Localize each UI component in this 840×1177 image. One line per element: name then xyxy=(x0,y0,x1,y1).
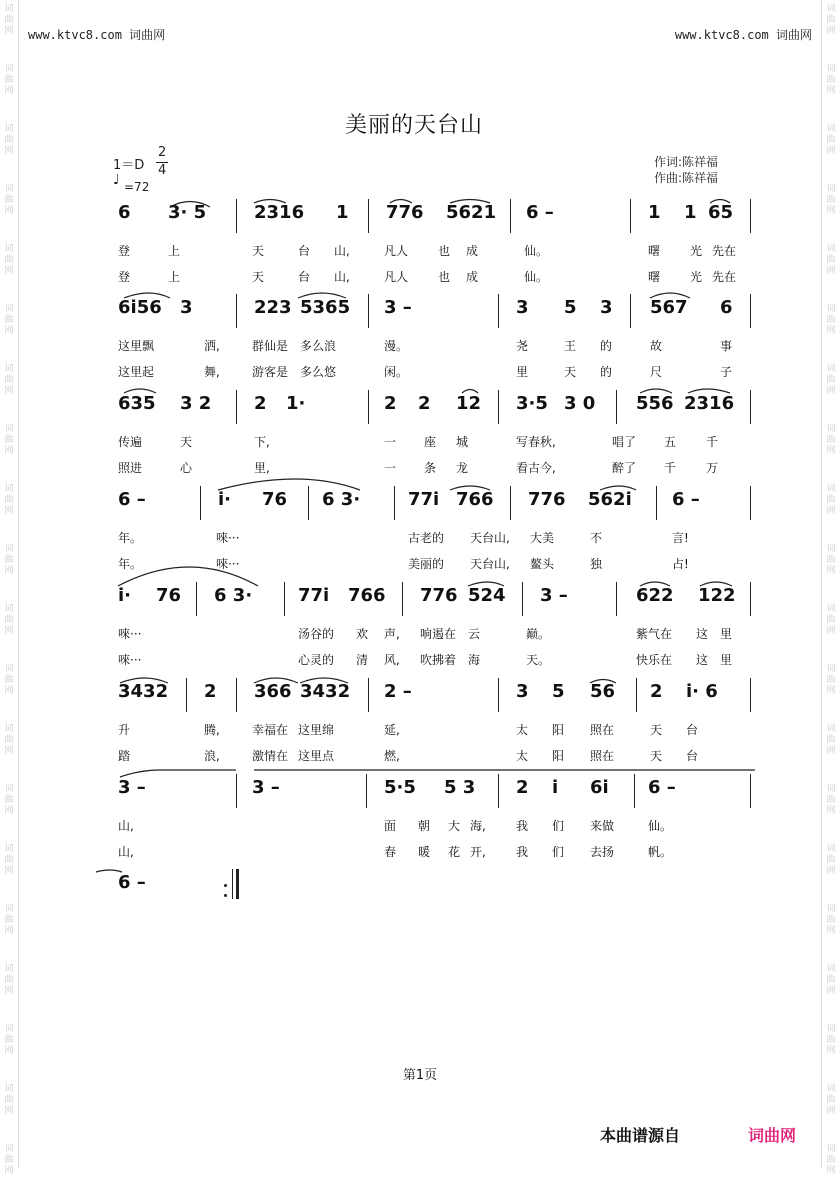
lyric-word: 天 xyxy=(252,270,265,284)
note-group: 77i xyxy=(408,489,440,510)
watermark-text: 词曲网 xyxy=(4,1144,14,1176)
lyric-word: 大美 xyxy=(530,531,555,545)
lyric-word: 言! xyxy=(672,531,689,545)
lyric-word: 唱了 xyxy=(612,435,637,449)
note-group: 3 2 xyxy=(180,393,212,414)
lyric-word: 心 xyxy=(180,461,193,475)
note-group: 3432 xyxy=(300,681,351,702)
note-group: 2316 xyxy=(254,202,305,223)
lyric-word: 先在 xyxy=(712,270,737,284)
lyric-word: 看古今, xyxy=(516,461,556,475)
watermark-text: 词曲网 xyxy=(826,844,836,876)
lyric-word: 也 xyxy=(438,270,451,284)
lyric-word: 这 xyxy=(696,653,709,667)
song-title: 美丽的天台山 xyxy=(344,113,483,138)
lyric-word: 延, xyxy=(384,723,400,737)
lyric-word: 风, xyxy=(384,653,400,667)
note-group: 6 – xyxy=(526,202,554,223)
lyric-word: 里 xyxy=(720,627,733,641)
watermark-text: 词曲网 xyxy=(826,1024,836,1056)
note-group: 6 – xyxy=(118,872,146,893)
note-group: 3 – xyxy=(384,297,412,318)
watermark-text: 词曲网 xyxy=(4,484,14,516)
source-label: 本曲谱源自 xyxy=(600,1126,681,1145)
note-group: 2 – xyxy=(384,681,412,702)
note-group: 2 xyxy=(254,393,267,414)
note-group: 776 xyxy=(420,585,458,606)
lyric-word: 们 xyxy=(552,845,565,859)
lyric-word: 光 xyxy=(690,244,703,258)
watermark-text: 词曲网 xyxy=(826,124,836,156)
note-group: 122 xyxy=(698,585,736,606)
lyric-word: 座 xyxy=(424,435,437,449)
lyric-word: 唻··· xyxy=(118,653,142,667)
time-signature-top: 2 xyxy=(158,145,167,160)
lyric-word: 清 xyxy=(356,653,369,667)
lyric-word: 阳 xyxy=(552,749,565,763)
lyric-word: 成 xyxy=(466,244,479,258)
lyric-word: 千 xyxy=(664,461,677,475)
lyric-word: 鳌头 xyxy=(530,557,555,571)
note-group: 5 3 xyxy=(444,777,476,798)
note-group: 76 xyxy=(262,489,288,510)
watermark-text: 词曲网 xyxy=(4,64,14,96)
watermark-text: 词曲网 xyxy=(826,1144,836,1176)
note-group: 5365 xyxy=(300,297,351,318)
lyric-word: 春 xyxy=(384,845,397,859)
lyric-word: 多么浪 xyxy=(300,339,337,353)
watermark-text: 词曲网 xyxy=(826,304,836,336)
note-group: 776 xyxy=(528,489,566,510)
lyric-word: 海 xyxy=(468,653,481,667)
lyric-word: 这里点 xyxy=(298,749,335,763)
watermark-text: 词曲网 xyxy=(826,664,836,696)
lyric-word: 游客是 xyxy=(252,365,289,379)
lyric-word: 们 xyxy=(552,819,565,833)
lyric-word: 里 xyxy=(720,653,733,667)
lyric-word: 城 xyxy=(456,435,469,449)
note-group: 2 xyxy=(384,393,397,414)
lyric-word: 上 xyxy=(168,244,181,258)
lyric-word: 云 xyxy=(468,627,481,641)
lyric-word: 响遏在 xyxy=(420,627,457,641)
lyric-word: 仙。 xyxy=(524,270,549,284)
note-group: 1 xyxy=(684,202,697,223)
header-site-left: www.ktvc8.com 词曲网 xyxy=(28,28,166,42)
lyric-word: 去扬 xyxy=(590,845,615,859)
lyric-word: 太 xyxy=(516,723,529,737)
note-group: 12 xyxy=(456,393,482,414)
lyric-word: 快乐在 xyxy=(636,653,673,667)
watermark-text: 词曲网 xyxy=(826,364,836,396)
lyric-word: 上 xyxy=(168,270,181,284)
note-group: i· xyxy=(118,585,132,606)
lyric-word: 传遍 xyxy=(118,435,143,449)
lyricist: 作词:陈祥福 xyxy=(654,155,719,169)
note-group: 3 xyxy=(180,297,193,318)
watermark-text: 词曲网 xyxy=(4,364,14,396)
lyric-word: 心灵的 xyxy=(298,653,335,667)
lyric-word: 照进 xyxy=(118,461,143,475)
lyric-word: 事 xyxy=(720,339,733,353)
note-group: 2 xyxy=(204,681,217,702)
lyric-word: 闲。 xyxy=(384,365,409,379)
lyric-word: 故 xyxy=(650,339,663,353)
watermark-text: 词曲网 xyxy=(826,1084,836,1116)
watermark-text: 词曲网 xyxy=(4,424,14,456)
lyric-word: 洒, xyxy=(204,339,220,353)
lyric-word: 幸福在 xyxy=(252,723,289,737)
note-group: i· 6 xyxy=(686,681,718,702)
lyric-word: 这里飘 xyxy=(118,339,155,353)
note-group: 56 xyxy=(590,681,616,702)
lyric-word: 浪, xyxy=(204,749,220,763)
lyric-word: 漫。 xyxy=(384,339,409,353)
lyric-word: 凡人 xyxy=(384,270,409,284)
lyric-word: 下, xyxy=(254,435,270,449)
lyric-word: 也 xyxy=(438,244,451,258)
note-group: 366 xyxy=(254,681,292,702)
note-group: 6i56 xyxy=(118,297,162,318)
lyric-word: 天台山, xyxy=(470,557,510,571)
note-group: 5·5 xyxy=(384,777,416,798)
note-group: 3 – xyxy=(252,777,280,798)
watermark-text: 词曲网 xyxy=(4,544,14,576)
watermark-text: 词曲网 xyxy=(4,1024,14,1056)
note-group: 5 xyxy=(552,681,565,702)
lyric-word: 天台山, xyxy=(470,531,510,545)
note-group: 65 xyxy=(708,202,734,223)
lyric-word: 醉了 xyxy=(612,461,637,475)
lyric-word: 山, xyxy=(118,819,134,833)
lyric-word: 照在 xyxy=(590,749,615,763)
watermark-text: 词曲网 xyxy=(4,724,14,756)
note-group: 5 xyxy=(564,297,577,318)
lyric-word: 里, xyxy=(254,461,270,475)
lyric-word: 面 xyxy=(384,819,397,833)
lyric-word: 帆。 xyxy=(648,845,673,859)
lyric-word: 大 xyxy=(448,819,461,833)
composer: 作曲:陈祥福 xyxy=(654,171,719,185)
lyric-word: 万 xyxy=(706,461,719,475)
lyric-word: 燃, xyxy=(384,749,400,763)
note-group: 766 xyxy=(456,489,494,510)
lyric-word: 阳 xyxy=(552,723,565,737)
note-group: 622 xyxy=(636,585,674,606)
note-group: 3 xyxy=(516,297,529,318)
note-group: 556 xyxy=(636,393,674,414)
note-group: 6 – xyxy=(648,777,676,798)
lyric-word: 曙 xyxy=(648,270,661,284)
lyric-word: 唻··· xyxy=(118,627,142,641)
lyric-word: 太 xyxy=(516,749,529,763)
note-group: 2 xyxy=(418,393,431,414)
note-group: 2 xyxy=(650,681,663,702)
lyric-word: 唻··· xyxy=(216,557,240,571)
note-group: 524 xyxy=(468,585,506,606)
lyric-word: 腾, xyxy=(204,723,220,737)
watermark-text: 词曲网 xyxy=(826,544,836,576)
lyric-word: 山, xyxy=(334,270,350,284)
lyric-word: 多么悠 xyxy=(300,365,337,379)
note-group: 6 3· xyxy=(322,489,361,510)
lyric-word: 的 xyxy=(600,339,613,353)
lyric-word: 踏 xyxy=(118,749,131,763)
lyric-word: 年。 xyxy=(118,531,143,545)
note-group: 3·5 xyxy=(516,393,548,414)
lyric-word: 年。 xyxy=(118,557,143,571)
lyric-word: 尺 xyxy=(650,365,663,379)
lyric-word: 来做 xyxy=(590,819,615,833)
lyric-word: 紫气在 xyxy=(636,627,673,641)
watermark-text: 词曲网 xyxy=(4,784,14,816)
lyric-word: 汤谷的 xyxy=(298,627,335,641)
watermark-text: 词曲网 xyxy=(826,424,836,456)
watermark-text: 词曲网 xyxy=(826,4,836,36)
lyric-word: 我 xyxy=(516,819,529,833)
note-group: i· xyxy=(218,489,232,510)
lyric-word: 山, xyxy=(118,845,134,859)
note-group: 2 xyxy=(516,777,529,798)
lyric-word: 暖 xyxy=(418,845,431,859)
note-group: 5621 xyxy=(446,202,497,223)
lyric-word: 台 xyxy=(686,749,699,763)
lyric-word: 声, xyxy=(384,627,400,641)
lyric-word: 天 xyxy=(650,749,663,763)
note-group: 1 xyxy=(336,202,349,223)
lyric-word: 里 xyxy=(516,365,529,379)
note-group: 766 xyxy=(348,585,386,606)
quarter-note-icon: ♩ xyxy=(113,172,120,188)
watermark-text: 词曲网 xyxy=(826,484,836,516)
lyric-word: 舞, xyxy=(204,365,220,379)
lyric-word: 花 xyxy=(448,845,461,859)
note-group: 3 xyxy=(516,681,529,702)
watermark-text: 词曲网 xyxy=(4,244,14,276)
lyric-word: 欢 xyxy=(356,627,369,641)
watermark-text: 词曲网 xyxy=(4,124,14,156)
note-group: 76 xyxy=(156,585,182,606)
lyric-word: 山, xyxy=(334,244,350,258)
lyric-word: 尧 xyxy=(516,339,529,353)
lyric-word: 曙 xyxy=(648,244,661,258)
lyric-word: 的 xyxy=(600,365,613,379)
lyric-word: 这 xyxy=(696,627,709,641)
watermark-text: 词曲网 xyxy=(4,904,14,936)
watermark-text: 词曲网 xyxy=(826,604,836,636)
note-group: 635 xyxy=(118,393,156,414)
lyric-word: 一 xyxy=(384,435,397,449)
source-brand[interactable]: 词曲网 xyxy=(748,1126,797,1145)
lyric-word: 不 xyxy=(590,531,603,545)
watermark-text: 词曲网 xyxy=(4,844,14,876)
lyric-word: 天。 xyxy=(526,653,551,667)
lyric-word: 千 xyxy=(706,435,719,449)
lyric-word: 子 xyxy=(720,365,733,379)
note-group: 1 xyxy=(648,202,661,223)
lyric-word: 激情在 xyxy=(252,749,289,763)
note-group: 6i xyxy=(590,777,609,798)
note-group: 6 – xyxy=(672,489,700,510)
note-group: 3 – xyxy=(540,585,568,606)
note-group: 2316 xyxy=(684,393,735,414)
note-group: 223 xyxy=(254,297,292,318)
lyric-word: 天 xyxy=(180,435,193,449)
lyric-word: 条 xyxy=(424,461,437,475)
watermark-text: 词曲网 xyxy=(4,4,14,36)
lyric-word: 唻··· xyxy=(216,531,240,545)
lyric-word: 群仙是 xyxy=(252,339,289,353)
lyric-word: 开, xyxy=(470,845,486,859)
tempo: =72 xyxy=(124,180,150,194)
lyric-word: 写春秋, xyxy=(516,435,556,449)
watermark-text: 词曲网 xyxy=(826,904,836,936)
watermark-text: 词曲网 xyxy=(826,724,836,756)
note-group: 3432 xyxy=(118,681,169,702)
lyric-word: 巅。 xyxy=(526,627,551,641)
lyric-word: 先在 xyxy=(712,244,737,258)
lyric-word: 仙。 xyxy=(648,819,673,833)
lyric-word: 海, xyxy=(470,819,486,833)
watermark-text: 词曲网 xyxy=(4,184,14,216)
lyric-word: 一 xyxy=(384,461,397,475)
lyric-word: 升 xyxy=(118,723,131,737)
watermark-text: 词曲网 xyxy=(826,784,836,816)
header-site-right: www.ktvc8.com 词曲网 xyxy=(674,28,812,42)
lyric-word: 这里绵 xyxy=(298,723,335,737)
lyric-word: 我 xyxy=(516,845,529,859)
watermark-text: 词曲网 xyxy=(826,184,836,216)
lyric-word: 占! xyxy=(672,557,689,571)
watermark-text: 词曲网 xyxy=(4,604,14,636)
lyric-word: 照在 xyxy=(590,723,615,737)
lyric-word: 凡人 xyxy=(384,244,409,258)
lyric-word: 朝 xyxy=(418,819,431,833)
time-signature-bottom: 4 xyxy=(158,163,167,178)
note-group: 3 xyxy=(600,297,613,318)
lyric-word: 天 xyxy=(252,244,265,258)
watermark-text: 词曲网 xyxy=(826,964,836,996)
lyric-word: 台 xyxy=(298,244,311,258)
watermark-text: 词曲网 xyxy=(4,1084,14,1116)
lyric-word: 独 xyxy=(590,557,603,571)
lyric-word: 登 xyxy=(118,270,131,284)
note-group: 6 xyxy=(118,202,131,223)
lyric-word: 天 xyxy=(650,723,663,737)
note-group: 77i xyxy=(298,585,330,606)
lyric-word: 美丽的 xyxy=(408,557,445,571)
watermark-text: 词曲网 xyxy=(4,664,14,696)
watermark-text: 词曲网 xyxy=(4,964,14,996)
note-group: 6 xyxy=(720,297,733,318)
note-group: i xyxy=(552,777,559,798)
lyric-word: 台 xyxy=(686,723,699,737)
watermark-text: 词曲网 xyxy=(4,304,14,336)
note-group: 3 – xyxy=(118,777,146,798)
note-group: 3 0 xyxy=(564,393,596,414)
lyric-word: 王 xyxy=(564,339,577,353)
lyric-word: 古老的 xyxy=(408,531,445,545)
note-group: 562i xyxy=(588,489,632,510)
lyric-word: 龙 xyxy=(456,461,469,475)
watermark-text: 词曲网 xyxy=(826,244,836,276)
note-group: 6 3· xyxy=(214,585,253,606)
note-group: 1· xyxy=(286,393,306,414)
key-signature: 1＝D xyxy=(113,158,145,173)
note-group: 3· 5 xyxy=(168,202,207,223)
note-group: 6 – xyxy=(118,489,146,510)
note-group: 567 xyxy=(650,297,688,318)
page-number: 第1页 xyxy=(402,1068,438,1083)
lyric-word: 登 xyxy=(118,244,131,258)
lyric-word: 成 xyxy=(466,270,479,284)
lyric-word: 光 xyxy=(690,270,703,284)
lyric-word: 仙。 xyxy=(524,244,549,258)
lyric-word: 这里起 xyxy=(118,365,155,379)
lyric-word: 台 xyxy=(298,270,311,284)
lyric-word: 吹拂着 xyxy=(420,653,457,667)
watermark-text: 词曲网 xyxy=(826,64,836,96)
lyric-word: 天 xyxy=(564,365,577,379)
note-group: 776 xyxy=(386,202,424,223)
lyric-word: 五 xyxy=(664,435,677,449)
